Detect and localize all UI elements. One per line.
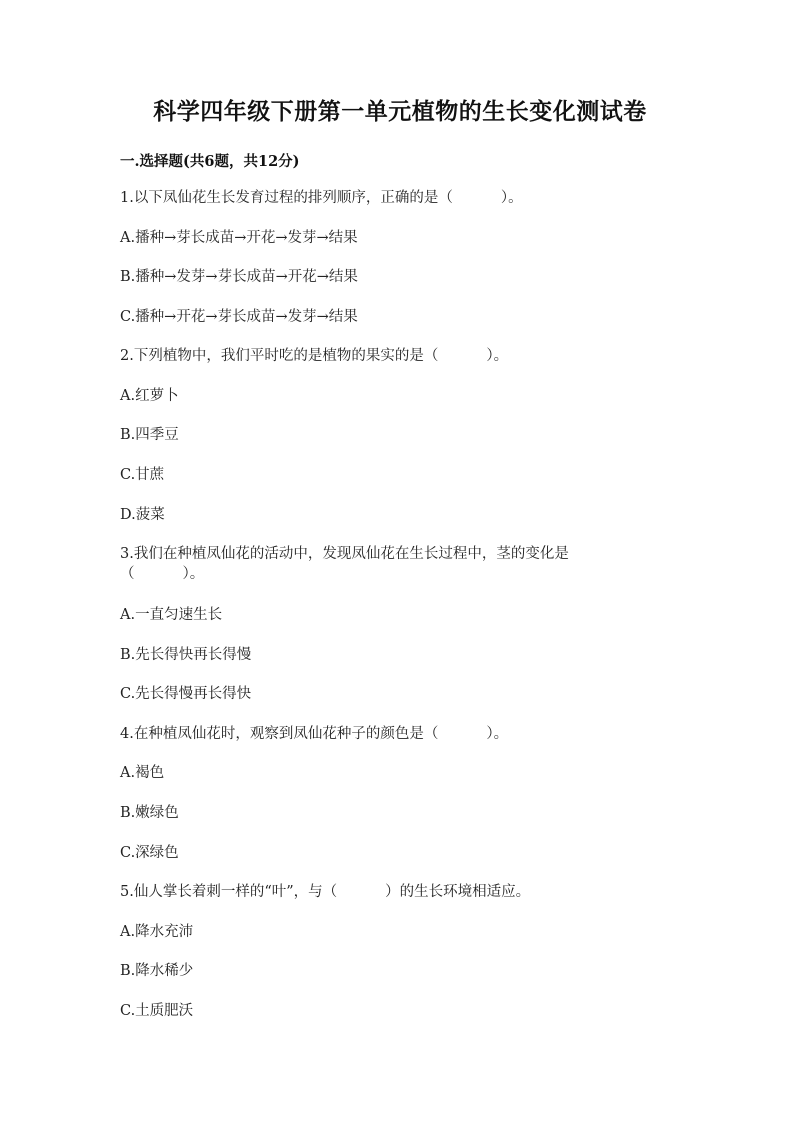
- question-1-text-end: ）。: [500, 190, 523, 206]
- question-5-option-a: A.降水充沛: [120, 924, 194, 940]
- question-4-option-a: A.褐色: [120, 765, 165, 781]
- question-3-option-b: B.先长得快再长得慢: [120, 647, 252, 663]
- question-2-text: 2.下列植物中，我们平时吃的是植物的果实的是（: [120, 348, 439, 364]
- question-4-option-c: C.深绿色: [120, 845, 179, 861]
- question-1-option-c: C.播种→开花→芽长成苗→发芽→结果: [120, 309, 358, 325]
- page-title: 科学四年级下册第一单元植物的生长变化测试卷: [153, 98, 647, 125]
- question-3-option-a: A.一直匀速生长: [120, 607, 223, 623]
- question-5-option-b: B.降水稀少: [120, 963, 194, 979]
- section-heading: 一.选择题(共6题，共12分): [120, 153, 300, 170]
- question-2-stem: [120, 346, 508, 366]
- question-4-stem: [120, 724, 508, 744]
- question-2-text-end: ）。: [486, 348, 509, 364]
- question-1-option-a: A.播种→芽长成苗→开花→发芽→结果: [120, 230, 358, 246]
- question-2-option-d: D.菠菜: [120, 507, 165, 523]
- question-1-option-b: B.播种→发芽→芽长成苗→开花→结果: [120, 269, 358, 285]
- question-4-option-b: B.嫩绿色: [120, 805, 179, 821]
- question-5-text-end: ）的生长环境相适应。: [385, 884, 531, 900]
- question-2-option-a: A.红萝卜: [120, 388, 179, 404]
- question-2-option-c: C.甘蔗: [120, 467, 165, 483]
- question-3-text: （: [120, 566, 135, 582]
- question-1-stem: [120, 188, 523, 208]
- question-3-option-c: C.先长得慢再长得快: [120, 686, 252, 702]
- question-3-stem-line2: [120, 564, 204, 584]
- question-3-text-end: ）。: [182, 566, 205, 582]
- question-4-text: 4.在种植凤仙花时，观察到凤仙花种子的颜色是（: [120, 726, 439, 742]
- question-2-option-b: B.四季豆: [120, 427, 179, 443]
- question-3-stem-line1: 3.我们在种植凤仙花的活动中，发现凤仙花在生长过程中，茎的变化是: [120, 546, 569, 562]
- question-4-text-end: ）。: [486, 726, 509, 742]
- question-1-text: 1.以下凤仙花生长发育过程的排列顺序，正确的是（: [120, 190, 453, 206]
- question-5-stem: [120, 882, 530, 902]
- question-5-text: 5.仙人掌长着刺一样的“叶”，与（: [120, 884, 338, 900]
- question-5-option-c: C.土质肥沃: [120, 1003, 194, 1019]
